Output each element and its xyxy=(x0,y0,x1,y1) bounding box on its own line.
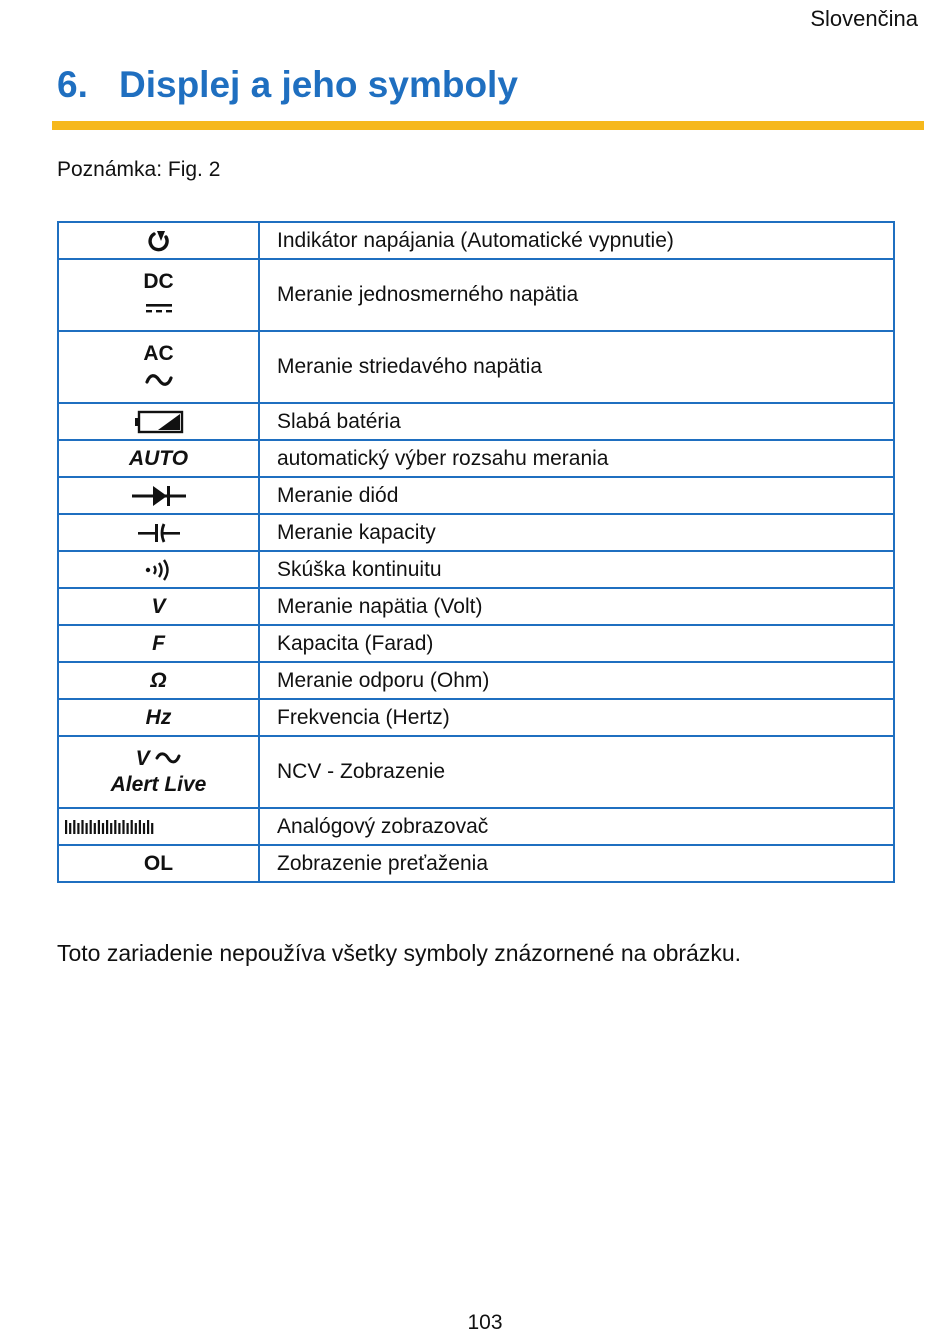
description-cell: Meranie napätia (Volt) xyxy=(259,588,894,625)
description-cell: Meranie kapacity xyxy=(259,514,894,551)
section-title: Displej a jeho symboly xyxy=(119,64,518,105)
symbol-cell xyxy=(58,403,259,440)
symbol-text: V xyxy=(135,747,150,770)
symbol-text: Ω xyxy=(150,668,167,692)
bargraph-segment xyxy=(147,820,149,834)
symbol-cell xyxy=(58,845,259,882)
symbol-cell xyxy=(58,808,259,845)
description-cell: Meranie diód xyxy=(259,477,894,514)
power-auto-off-icon xyxy=(146,228,172,251)
description-cell: NCV - Zobrazenie xyxy=(259,736,894,808)
description-cell: Meranie striedavého napätia xyxy=(259,331,894,403)
bargraph-segment xyxy=(143,823,145,834)
bargraph-segment xyxy=(122,820,124,834)
table-row xyxy=(58,662,894,699)
description-cell: automatický výber rozsahu merania xyxy=(259,440,894,477)
ac-wave-icon xyxy=(155,747,181,770)
bargraph-segment xyxy=(90,820,92,834)
bargraph-segment xyxy=(114,820,116,834)
bargraph-segment xyxy=(81,820,83,834)
analog-bargraph-icon xyxy=(64,815,156,838)
description-cell: Slabá batéria xyxy=(259,403,894,440)
figure-note: Poznámka: Fig. 2 xyxy=(57,158,221,181)
description-cell: Indikátor napájania (Automatické vypnutie) xyxy=(259,222,894,259)
table-row xyxy=(58,440,894,477)
bargraph-segment xyxy=(151,823,153,834)
table-row xyxy=(58,845,894,882)
table-row xyxy=(58,514,894,551)
symbol-text: OL xyxy=(143,851,174,875)
symbol-text: DC xyxy=(143,270,174,293)
symbol-cell xyxy=(58,514,259,551)
table-row xyxy=(58,736,894,808)
section-heading xyxy=(57,64,518,106)
bargraph-segment xyxy=(102,823,104,834)
continuity-icon xyxy=(144,557,174,580)
heading-underline xyxy=(52,121,924,130)
language-label: Slovenčina xyxy=(810,6,918,31)
bargraph-segment xyxy=(110,823,112,834)
symbol-cell xyxy=(58,625,259,662)
symbol-cell xyxy=(58,551,259,588)
description-cell: Skúška kontinuitu xyxy=(259,551,894,588)
symbol-cell xyxy=(58,699,259,736)
symbol-text: AC xyxy=(143,342,174,365)
description-cell: Zobrazenie preťaženia xyxy=(259,845,894,882)
symbol-cell xyxy=(58,440,259,477)
low-battery-icon xyxy=(134,409,184,432)
bargraph-segment xyxy=(135,823,137,834)
diode-icon xyxy=(131,483,187,506)
symbols-table xyxy=(57,221,895,883)
symbol-cell xyxy=(58,588,259,625)
description-cell: Meranie odporu (Ohm) xyxy=(259,662,894,699)
description-cell: Frekvencia (Hertz) xyxy=(259,699,894,736)
bargraph-segment xyxy=(69,823,71,834)
table-row xyxy=(58,331,894,403)
symbol-cell xyxy=(58,736,259,808)
table-row xyxy=(58,259,894,331)
bargraph-segment xyxy=(65,820,67,834)
bargraph-segment xyxy=(77,823,79,834)
bargraph-segment xyxy=(98,820,100,834)
footnote: Toto zariadenie nepoužíva všetky symboly znázornené na obrázku. xyxy=(57,940,742,966)
bargraph-segment xyxy=(139,820,141,834)
table-row xyxy=(58,699,894,736)
table-row xyxy=(58,477,894,514)
symbol-cell xyxy=(58,259,259,331)
dc-icon xyxy=(59,295,258,321)
bargraph-segment xyxy=(73,820,75,834)
page-number: 103 xyxy=(467,1311,503,1334)
section-number: 6. xyxy=(57,64,88,105)
symbol-text: Hz xyxy=(145,705,172,729)
symbol-text: V xyxy=(151,594,166,618)
capacitor-icon xyxy=(137,521,181,544)
table-row xyxy=(58,222,894,259)
symbol-text: AUTO xyxy=(128,446,189,470)
description-cell: Meranie jednosmerného napätia xyxy=(259,259,894,331)
symbol-text: F xyxy=(152,631,165,655)
alert-live-label: Alert Live xyxy=(110,773,207,796)
symbol-cell xyxy=(58,662,259,699)
table-row xyxy=(58,625,894,662)
bargraph-segment xyxy=(118,823,120,834)
table-row xyxy=(58,808,894,845)
bargraph-segment xyxy=(86,823,88,834)
description-cell: Kapacita (Farad) xyxy=(259,625,894,662)
table-row xyxy=(58,588,894,625)
symbol-cell xyxy=(58,477,259,514)
description-cell: Analógový zobrazovač xyxy=(259,808,894,845)
ac-wave-icon xyxy=(59,367,258,393)
bargraph-segment xyxy=(131,820,133,834)
bargraph-segment xyxy=(127,823,129,834)
bargraph-segment xyxy=(94,823,96,834)
table-row xyxy=(58,551,894,588)
symbol-cell xyxy=(58,331,259,403)
symbol-cell xyxy=(58,222,259,259)
bargraph-segment xyxy=(106,820,108,834)
table-row xyxy=(58,403,894,440)
